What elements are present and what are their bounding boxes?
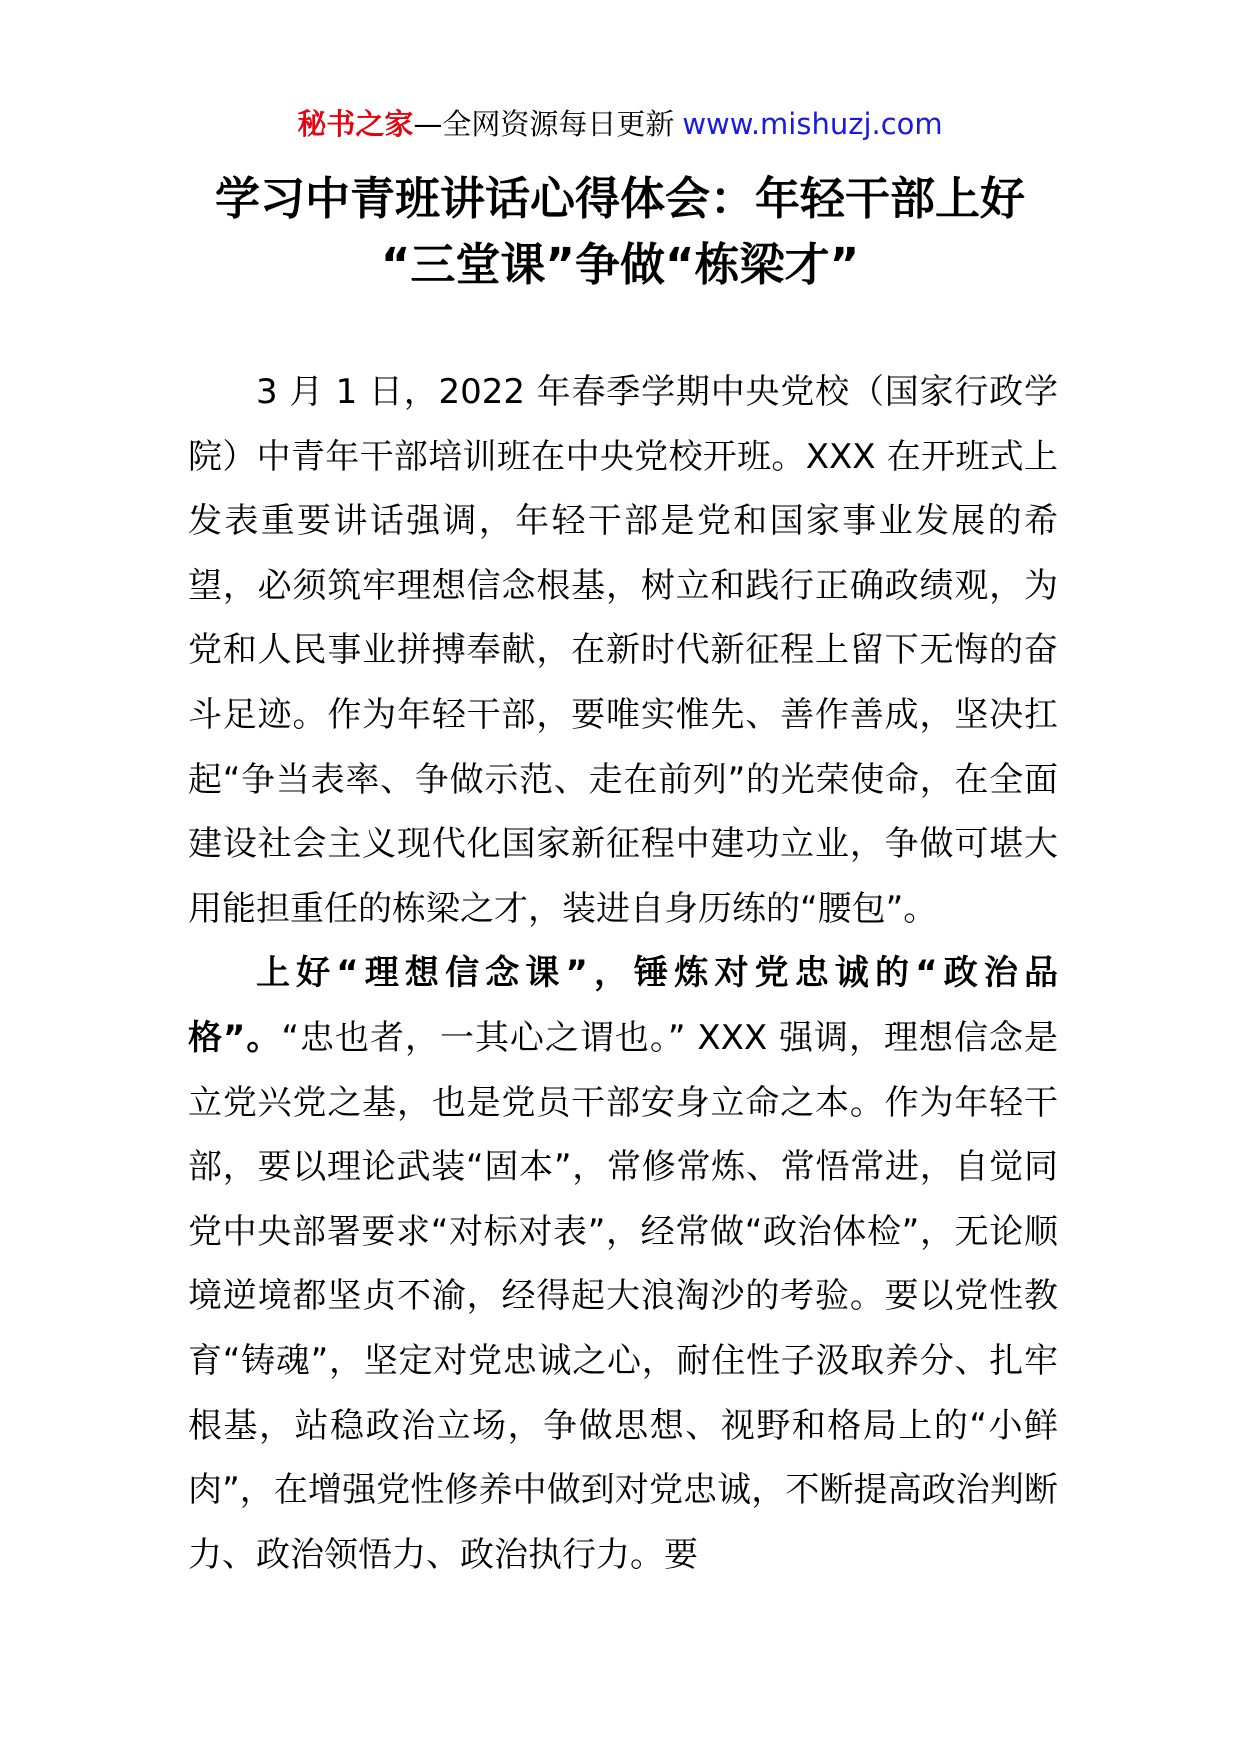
site-brand: 秘书之家 [297,107,414,141]
document-title [150,166,1090,298]
site-header [0,104,1240,144]
site-tagline: —全网资源每日更新 [413,107,675,141]
document-body [188,360,1058,1587]
paragraph-2 [188,941,1058,1587]
paragraph-2-body: “忠也者，一其心之谓也。” XXX 强调，理想信念是立党兴党之基，也是党员干部安身立命之本。作为年轻干部，要以理论武装“固本”，常修常炼、常悟常进，自觉同党中央部署要求“对标对表”，经常做“政治体检”，无论顺境逆境都坚贞不渝，经得起大浪淘沙的考验。要以党性教育“铸魂”，坚定对党忠诚之心，耐住性子汲取养分、扎牢根基，站稳政治立场，争做思想、视野和格局上的“小鲜肉”，在增强党性修养中做到对党忠诚，不断提高政治判断力、政治领悟力、政治执行力。要 [188,1017,1058,1575]
title-line-1: 学习中青班讲话心得体会：年轻干部上好 [214,172,1025,225]
paragraph-1: 3 月 1 日，2022 年春季学期中央党校（国家行政学院）中青年干部培训班在中央党校开班。XXX 在开班式上发表重要讲话强调，年轻干部是党和国家事业发展的希望，必须筑牢理想信念根基，树立和践行正确政绩观，为党和人民事业拼搏奉献，在新时代新征程上留下无悔的奋斗足迹。作为年轻干部，要唯实惟先、善作善成，坚决扛起“争当表率、争做示范、走在前列”的光荣使命，在全面建设社会主义现代化国家新征程中建功立业，争做可堪大用能担重任的栋梁之才，装进自身历练的“腰包”。 [188,372,1058,929]
title-line-2: “三堂课”争做“栋梁才” [380,238,860,291]
paragraph-2-heading: 上好“理想信念课”，锤炼对党忠诚的“政治品格”。 [188,953,1058,1058]
site-url-link[interactable]: www.mishuzj.com [682,107,943,141]
